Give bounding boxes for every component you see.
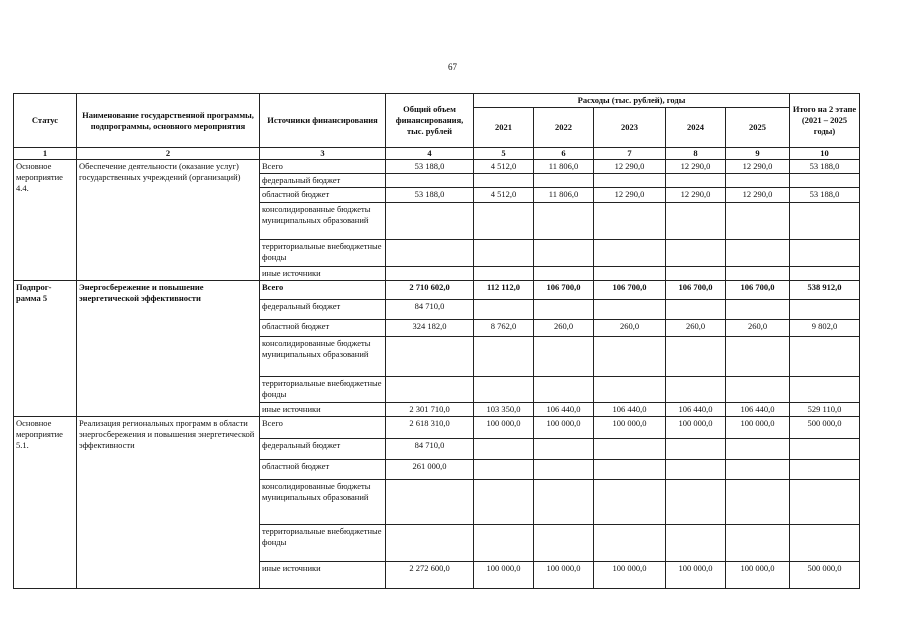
- column-number: 10: [790, 148, 860, 160]
- stage-total-cell: [790, 439, 860, 460]
- total-volume-cell: [386, 240, 474, 267]
- header-year: 2021: [474, 108, 534, 148]
- year-value-cell: [474, 460, 534, 480]
- year-value-cell: [534, 525, 594, 562]
- year-value-cell: [534, 203, 594, 240]
- year-value-cell: [594, 267, 666, 281]
- table-header: [14, 94, 860, 160]
- column-number: 1: [14, 148, 77, 160]
- year-value-cell: [594, 480, 666, 525]
- year-value-cell: [594, 337, 666, 377]
- header-year: 2025: [726, 108, 790, 148]
- stage-total-cell: [790, 377, 860, 403]
- total-volume-cell: 2 301 710,0: [386, 403, 474, 417]
- year-value-cell: [474, 203, 534, 240]
- year-value-cell: [474, 240, 534, 267]
- year-value-cell: 100 000,0: [666, 562, 726, 589]
- source-cell: иные источники: [260, 562, 386, 589]
- year-value-cell: 100 000,0: [594, 417, 666, 439]
- year-value-cell: [594, 174, 666, 188]
- year-value-cell: 12 290,0: [666, 160, 726, 174]
- header-sources: Источники финансирования: [260, 94, 386, 148]
- row-name: Реализация региональных программ в области энергосбережения и повышения энергетической эффективности: [77, 417, 260, 589]
- stage-total-cell: 500 000,0: [790, 562, 860, 589]
- total-volume-cell: [386, 174, 474, 188]
- year-value-cell: [594, 525, 666, 562]
- year-value-cell: 4 512,0: [474, 188, 534, 203]
- header-expenses: Расходы (тыс. рублей), годы: [474, 94, 790, 108]
- year-value-cell: 12 290,0: [666, 188, 726, 203]
- year-value-cell: [534, 174, 594, 188]
- year-value-cell: [474, 337, 534, 377]
- source-cell: иные источники: [260, 403, 386, 417]
- header-year: 2024: [666, 108, 726, 148]
- header-total-volume: Общий объем финансирования, тыс. рублей: [386, 94, 474, 148]
- year-value-cell: [666, 203, 726, 240]
- row-status: Основное мероприятие 4.4.: [14, 160, 77, 281]
- row-name: Обеспечение деятельности (оказание услуг) государственных учреждений (организаций): [77, 160, 260, 281]
- year-value-cell: [534, 240, 594, 267]
- total-volume-cell: [386, 377, 474, 403]
- source-cell: областной бюджет: [260, 460, 386, 480]
- total-volume-cell: 53 188,0: [386, 160, 474, 174]
- year-value-cell: [666, 240, 726, 267]
- year-value-cell: [594, 240, 666, 267]
- year-value-cell: 4 512,0: [474, 160, 534, 174]
- year-value-cell: [534, 439, 594, 460]
- year-value-cell: 12 290,0: [594, 160, 666, 174]
- year-value-cell: [666, 337, 726, 377]
- year-value-cell: [474, 480, 534, 525]
- page-number: 67: [448, 62, 457, 72]
- year-value-cell: 8 762,0: [474, 320, 534, 337]
- stage-total-cell: 53 188,0: [790, 160, 860, 174]
- year-value-cell: [726, 174, 790, 188]
- year-value-cell: [534, 337, 594, 377]
- source-cell: иные источники: [260, 267, 386, 281]
- total-volume-cell: 2 710 602,0: [386, 281, 474, 300]
- year-value-cell: [726, 460, 790, 480]
- year-value-cell: [474, 174, 534, 188]
- stage-total-cell: [790, 300, 860, 320]
- year-value-cell: [726, 480, 790, 525]
- source-cell: территориальные внебюджетные фонды: [260, 525, 386, 562]
- year-value-cell: [726, 203, 790, 240]
- year-value-cell: [594, 439, 666, 460]
- source-cell: Всего: [260, 160, 386, 174]
- year-value-cell: [534, 377, 594, 403]
- stage-total-cell: 9 802,0: [790, 320, 860, 337]
- table-row: [14, 281, 860, 300]
- year-value-cell: [594, 377, 666, 403]
- total-volume-cell: 324 182,0: [386, 320, 474, 337]
- column-number: 8: [666, 148, 726, 160]
- year-value-cell: [594, 203, 666, 240]
- source-cell: консолидированные бюджеты муниципальных образований: [260, 337, 386, 377]
- year-value-cell: [726, 267, 790, 281]
- source-cell: областной бюджет: [260, 320, 386, 337]
- column-number: 9: [726, 148, 790, 160]
- year-value-cell: 100 000,0: [474, 562, 534, 589]
- year-value-cell: 100 000,0: [726, 417, 790, 439]
- source-cell: консолидированные бюджеты муниципальных образований: [260, 480, 386, 525]
- year-value-cell: 260,0: [666, 320, 726, 337]
- source-cell: консолидированные бюджеты муниципальных образований: [260, 203, 386, 240]
- year-value-cell: 106 700,0: [726, 281, 790, 300]
- column-number: 2: [77, 148, 260, 160]
- row-name: Энергосбережение и повышение энергетической эффективности: [77, 281, 260, 417]
- total-volume-cell: 2 618 310,0: [386, 417, 474, 439]
- year-value-cell: [726, 240, 790, 267]
- header-year: 2022: [534, 108, 594, 148]
- year-value-cell: [474, 439, 534, 460]
- year-value-cell: [726, 337, 790, 377]
- source-cell: территориальные внебюджетные фонды: [260, 240, 386, 267]
- total-volume-cell: 261 000,0: [386, 460, 474, 480]
- source-cell: Всего: [260, 417, 386, 439]
- year-value-cell: [474, 267, 534, 281]
- row-status: Основное мероприятие 5.1.: [14, 417, 77, 589]
- stage-total-cell: [790, 525, 860, 562]
- column-number: 5: [474, 148, 534, 160]
- year-value-cell: [726, 525, 790, 562]
- year-value-cell: [666, 377, 726, 403]
- financing-table: [13, 93, 860, 589]
- column-number: 7: [594, 148, 666, 160]
- year-value-cell: 106 700,0: [666, 281, 726, 300]
- year-value-cell: [666, 174, 726, 188]
- total-volume-cell: [386, 525, 474, 562]
- source-cell: федеральный бюджет: [260, 439, 386, 460]
- total-volume-cell: [386, 267, 474, 281]
- stage-total-cell: 500 000,0: [790, 417, 860, 439]
- total-volume-cell: [386, 480, 474, 525]
- year-value-cell: 100 000,0: [534, 417, 594, 439]
- stage-total-cell: [790, 203, 860, 240]
- year-value-cell: 100 000,0: [666, 417, 726, 439]
- stage-total-cell: [790, 240, 860, 267]
- year-value-cell: 260,0: [726, 320, 790, 337]
- year-value-cell: 106 440,0: [726, 403, 790, 417]
- header-stage-total: Итого на 2 этапе (2021 – 2025 годы): [790, 94, 860, 148]
- year-value-cell: [534, 480, 594, 525]
- total-volume-cell: [386, 337, 474, 377]
- source-cell: территориальные внебюджетные фонды: [260, 377, 386, 403]
- stage-total-cell: [790, 337, 860, 377]
- year-value-cell: [474, 525, 534, 562]
- year-value-cell: [474, 377, 534, 403]
- year-value-cell: 100 000,0: [534, 562, 594, 589]
- year-value-cell: 11 806,0: [534, 188, 594, 203]
- year-value-cell: [534, 267, 594, 281]
- year-value-cell: 106 700,0: [594, 281, 666, 300]
- year-value-cell: [726, 377, 790, 403]
- total-volume-cell: 53 188,0: [386, 188, 474, 203]
- year-value-cell: 112 112,0: [474, 281, 534, 300]
- year-value-cell: 100 000,0: [474, 417, 534, 439]
- stage-total-cell: 53 188,0: [790, 188, 860, 203]
- source-cell: областной бюджет: [260, 188, 386, 203]
- year-value-cell: 106 700,0: [534, 281, 594, 300]
- source-cell: федеральный бюджет: [260, 174, 386, 188]
- total-volume-cell: [386, 203, 474, 240]
- year-value-cell: [594, 460, 666, 480]
- year-value-cell: [666, 480, 726, 525]
- year-value-cell: [666, 439, 726, 460]
- header-status: Статус: [14, 94, 77, 148]
- source-cell: федеральный бюджет: [260, 300, 386, 320]
- year-value-cell: 260,0: [534, 320, 594, 337]
- year-value-cell: 106 440,0: [534, 403, 594, 417]
- stage-total-cell: 529 110,0: [790, 403, 860, 417]
- stage-total-cell: [790, 267, 860, 281]
- year-value-cell: 11 806,0: [534, 160, 594, 174]
- year-value-cell: 100 000,0: [594, 562, 666, 589]
- year-value-cell: [474, 300, 534, 320]
- column-number: 6: [534, 148, 594, 160]
- year-value-cell: 12 290,0: [726, 188, 790, 203]
- year-value-cell: 260,0: [594, 320, 666, 337]
- header-year: 2023: [594, 108, 666, 148]
- year-value-cell: [666, 460, 726, 480]
- year-value-cell: [726, 300, 790, 320]
- column-number: 3: [260, 148, 386, 160]
- year-value-cell: 12 290,0: [726, 160, 790, 174]
- stage-total-cell: [790, 460, 860, 480]
- stage-total-cell: [790, 480, 860, 525]
- year-value-cell: 106 440,0: [666, 403, 726, 417]
- year-value-cell: [726, 439, 790, 460]
- table-body: [14, 160, 860, 589]
- row-status: Подпрог-рамма 5: [14, 281, 77, 417]
- year-value-cell: 100 000,0: [726, 562, 790, 589]
- stage-total-cell: 538 912,0: [790, 281, 860, 300]
- header-name: Наименование государственной программы, подпрограммы, основного мероприятия: [77, 94, 260, 148]
- year-value-cell: [534, 460, 594, 480]
- year-value-cell: [666, 267, 726, 281]
- source-cell: Всего: [260, 281, 386, 300]
- total-volume-cell: 84 710,0: [386, 439, 474, 460]
- stage-total-cell: [790, 174, 860, 188]
- total-volume-cell: 2 272 600,0: [386, 562, 474, 589]
- table-row: [14, 417, 860, 439]
- column-number: 4: [386, 148, 474, 160]
- year-value-cell: [534, 300, 594, 320]
- year-value-cell: [666, 525, 726, 562]
- year-value-cell: 106 440,0: [594, 403, 666, 417]
- year-value-cell: [594, 300, 666, 320]
- table-row: [14, 160, 860, 174]
- year-value-cell: [666, 300, 726, 320]
- year-value-cell: 103 350,0: [474, 403, 534, 417]
- total-volume-cell: 84 710,0: [386, 300, 474, 320]
- year-value-cell: 12 290,0: [594, 188, 666, 203]
